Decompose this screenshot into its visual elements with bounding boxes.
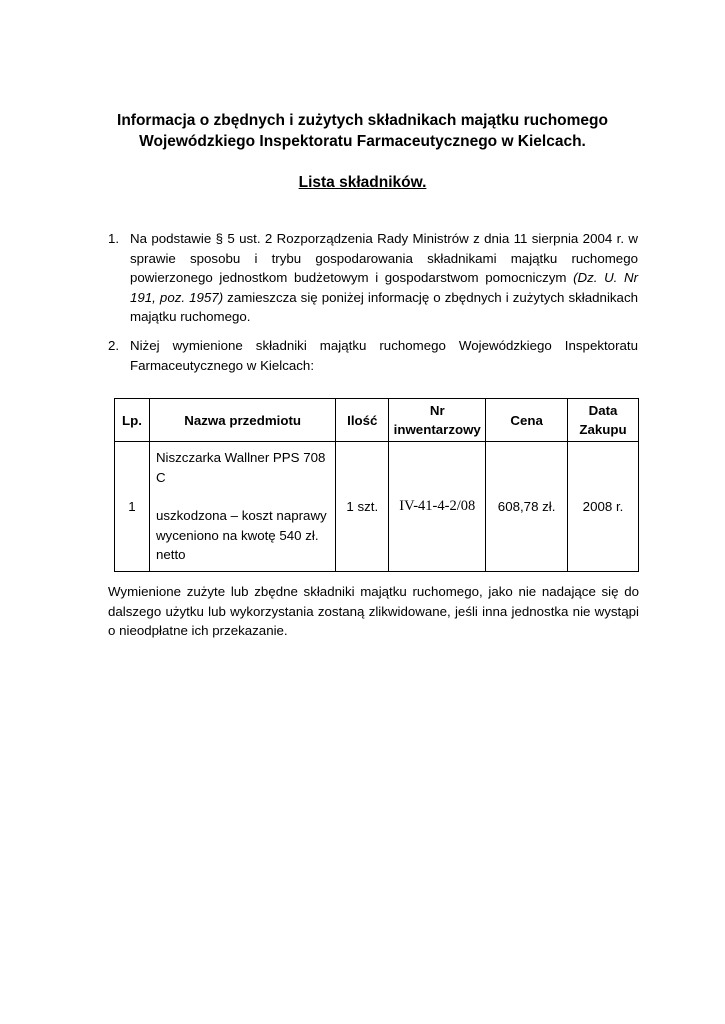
cell-qty: 1 szt.: [336, 442, 389, 572]
cell-name: [149, 442, 335, 572]
list-item-2-number: 2.: [108, 338, 120, 353]
header-date-line-2: Zakupu: [579, 422, 627, 437]
item-note: uszkodzona – koszt naprawy wyceniono na kwotę 540 zł. netto: [155, 508, 327, 563]
list-item-1-text-after: zamieszcza się poniżej informację o zbędnych i zużytych składnikach majątku ruchomego.: [130, 289, 638, 325]
closing-paragraph: Wymienione zużyte lub zbędne składniki majątku ruchomego, jako nie nadające się do dalszego użytku lub wykorzystania zostaną zlikwidowane, jeśli inna jednostka nie wystąpi o nieodpłatne ich przekazanie.: [108, 584, 639, 639]
table-row: [115, 442, 639, 572]
cell-date: 2008 r.: [568, 442, 639, 572]
header-date-line-1: Data: [588, 403, 618, 418]
cell-inventory: IV-41-4-2/08: [389, 442, 486, 572]
document-subtitle: Lista składników.: [298, 174, 427, 191]
cell-price: 608,78 zł.: [486, 442, 568, 572]
list-item-2-text: Niżej wymienione składniki majątku ruchomego Wojewódzkiego Inspektoratu Farmaceutycznego w Kielcach:: [130, 338, 638, 373]
list-item-1-text-before: Na podstawie § 5 ust. 2 Rozporządzenia Rady Ministrów z dnia 11 sierpnia 2004 r. w sprawie sposobu i trybu gospodarowania składnikami majątku ruchomego powierzonego jednostkom budżetowym i gospodarstwom pomocniczym: [130, 231, 638, 286]
title-line-1: Informacja o zbędnych i zużytych składnikach majątku ruchomego: [117, 112, 608, 129]
cell-lp: 1: [115, 442, 150, 572]
header-lp: Lp.: [115, 399, 150, 442]
header-qty: Ilość: [336, 399, 389, 442]
list-item-1: [108, 229, 638, 327]
header-inventory-line-1: Nr: [429, 403, 445, 418]
legal-citation: (Dz. U. Nr 191, poz. 1957): [130, 270, 638, 305]
document-title: [80, 110, 645, 152]
item-name: Niszczarka Wallner PPS 708 C: [155, 450, 326, 485]
header-price: Cena: [486, 399, 568, 442]
header-name: Nazwa przedmiotu: [149, 399, 335, 442]
list-item-1-number: 1.: [108, 231, 120, 246]
table-header-row: [115, 399, 639, 442]
header-date: [568, 399, 639, 442]
header-inventory-line-2: inwentarzowy: [393, 422, 481, 437]
header-inventory: [389, 399, 486, 442]
title-line-2: Wojewódzkiego Inspektoratu Farmaceutycznego w Kielcach.: [139, 133, 586, 150]
assets-table: [114, 398, 639, 572]
list-item-1-text: [130, 229, 638, 327]
list-item-2: [108, 336, 638, 375]
